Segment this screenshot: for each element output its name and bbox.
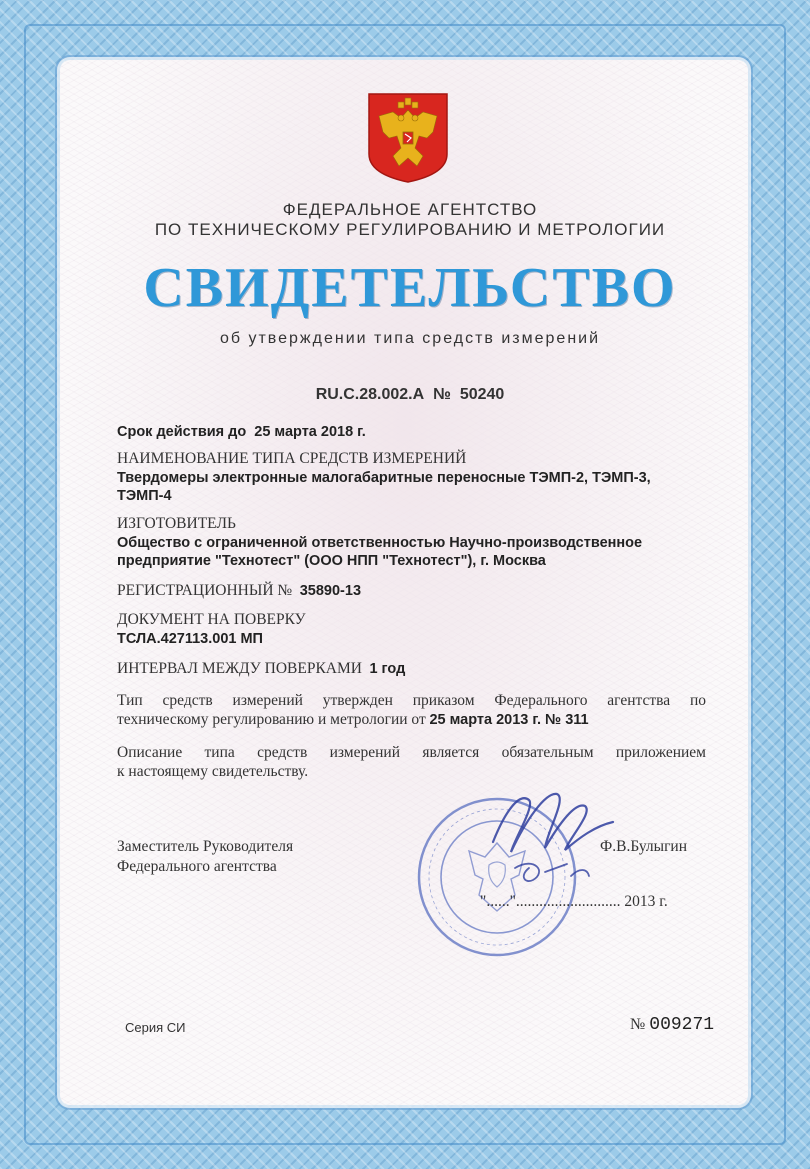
approval-line2: [117, 711, 589, 729]
interval-label: ИНТЕРВАЛ МЕЖДУ ПОВЕРКАМИ: [117, 660, 362, 677]
verification-doc-label: ДОКУМЕНТ НА ПОВЕРКУ: [117, 611, 306, 628]
series-label: Серия СИ: [125, 1020, 186, 1035]
agency-name-line2: ПО ТЕХНИЧЕСКОМУ РЕГУЛИРОВАНИЮ И МЕТРОЛОГИИ: [154, 220, 666, 239]
approval-line2-text: техническому регулированию и метрологии от: [117, 711, 426, 728]
validity-date: 25 марта 2018 г.: [254, 424, 366, 440]
measurement-type-value-line2: ТЭМП-4: [117, 488, 172, 504]
document-title: СВИДЕТЕЛЬСТВО: [143, 257, 677, 319]
signature-date-line: "......"........................... 2013 г.: [480, 893, 668, 910]
manufacturer-value-line2: предприятие "Технотест" (ООО НПП "Технотест"), г. Москва: [117, 553, 546, 569]
registry-label: РЕГИСТРАЦИОННЫЙ №: [117, 582, 293, 599]
approval-line1: Тип средств измерений утвержден приказом Федерального агентства по: [117, 692, 706, 709]
handwritten-signature: [475, 772, 625, 892]
measurement-type-value-line1: Твердомеры электронные малогабаритные переносные ТЭМП-2, ТЭМП-3,: [117, 470, 651, 486]
approval-date: 25 марта 2013 г. № 311: [429, 712, 589, 728]
manufacturer-label: ИЗГОТОВИТЕЛЬ: [117, 515, 236, 532]
validity-label: Срок действия до: [117, 424, 247, 440]
registry-value: 35890-13: [299, 583, 362, 599]
registry-row: [117, 582, 361, 600]
registration-code: RU.C.28.002.A: [315, 386, 425, 403]
signatory-title-line1: Заместитель Руководителя: [117, 838, 294, 855]
registration-number-value: 50240: [459, 386, 505, 403]
interval-row: [117, 660, 405, 678]
signatory-name: Ф.В.Булыгин: [600, 838, 688, 855]
manufacturer-value-line1: Общество с ограниченной ответственностью Научно-производственное: [117, 535, 643, 551]
description-line1: Описание типа средств измерений является обязательным приложением: [117, 744, 706, 761]
measurement-type-label: НАИМЕНОВАНИЕ ТИПА СРЕДСТВ ИЗМЕРЕНИЙ: [117, 450, 467, 467]
interval-value: 1 год: [369, 661, 406, 677]
verification-doc-value: ТСЛА.427113.001 МП: [117, 631, 263, 647]
form-number-value: 009271: [649, 1015, 715, 1035]
form-number-sign: №: [630, 1016, 646, 1033]
registration-number: [110, 386, 710, 404]
document-subtitle: об утверждении типа средств измерений: [219, 330, 601, 347]
registration-number-sign: №: [433, 386, 451, 403]
form-number: [630, 1015, 714, 1035]
signatory-title-line2: Федерального агентства: [117, 858, 277, 875]
description-line2: к настоящему свидетельству.: [117, 763, 309, 780]
agency-name-line1: ФЕДЕРАЛЬНОЕ АГЕНТСТВО: [282, 200, 538, 219]
validity-row: [117, 424, 366, 440]
russian-coat-of-arms-icon: [367, 92, 449, 184]
